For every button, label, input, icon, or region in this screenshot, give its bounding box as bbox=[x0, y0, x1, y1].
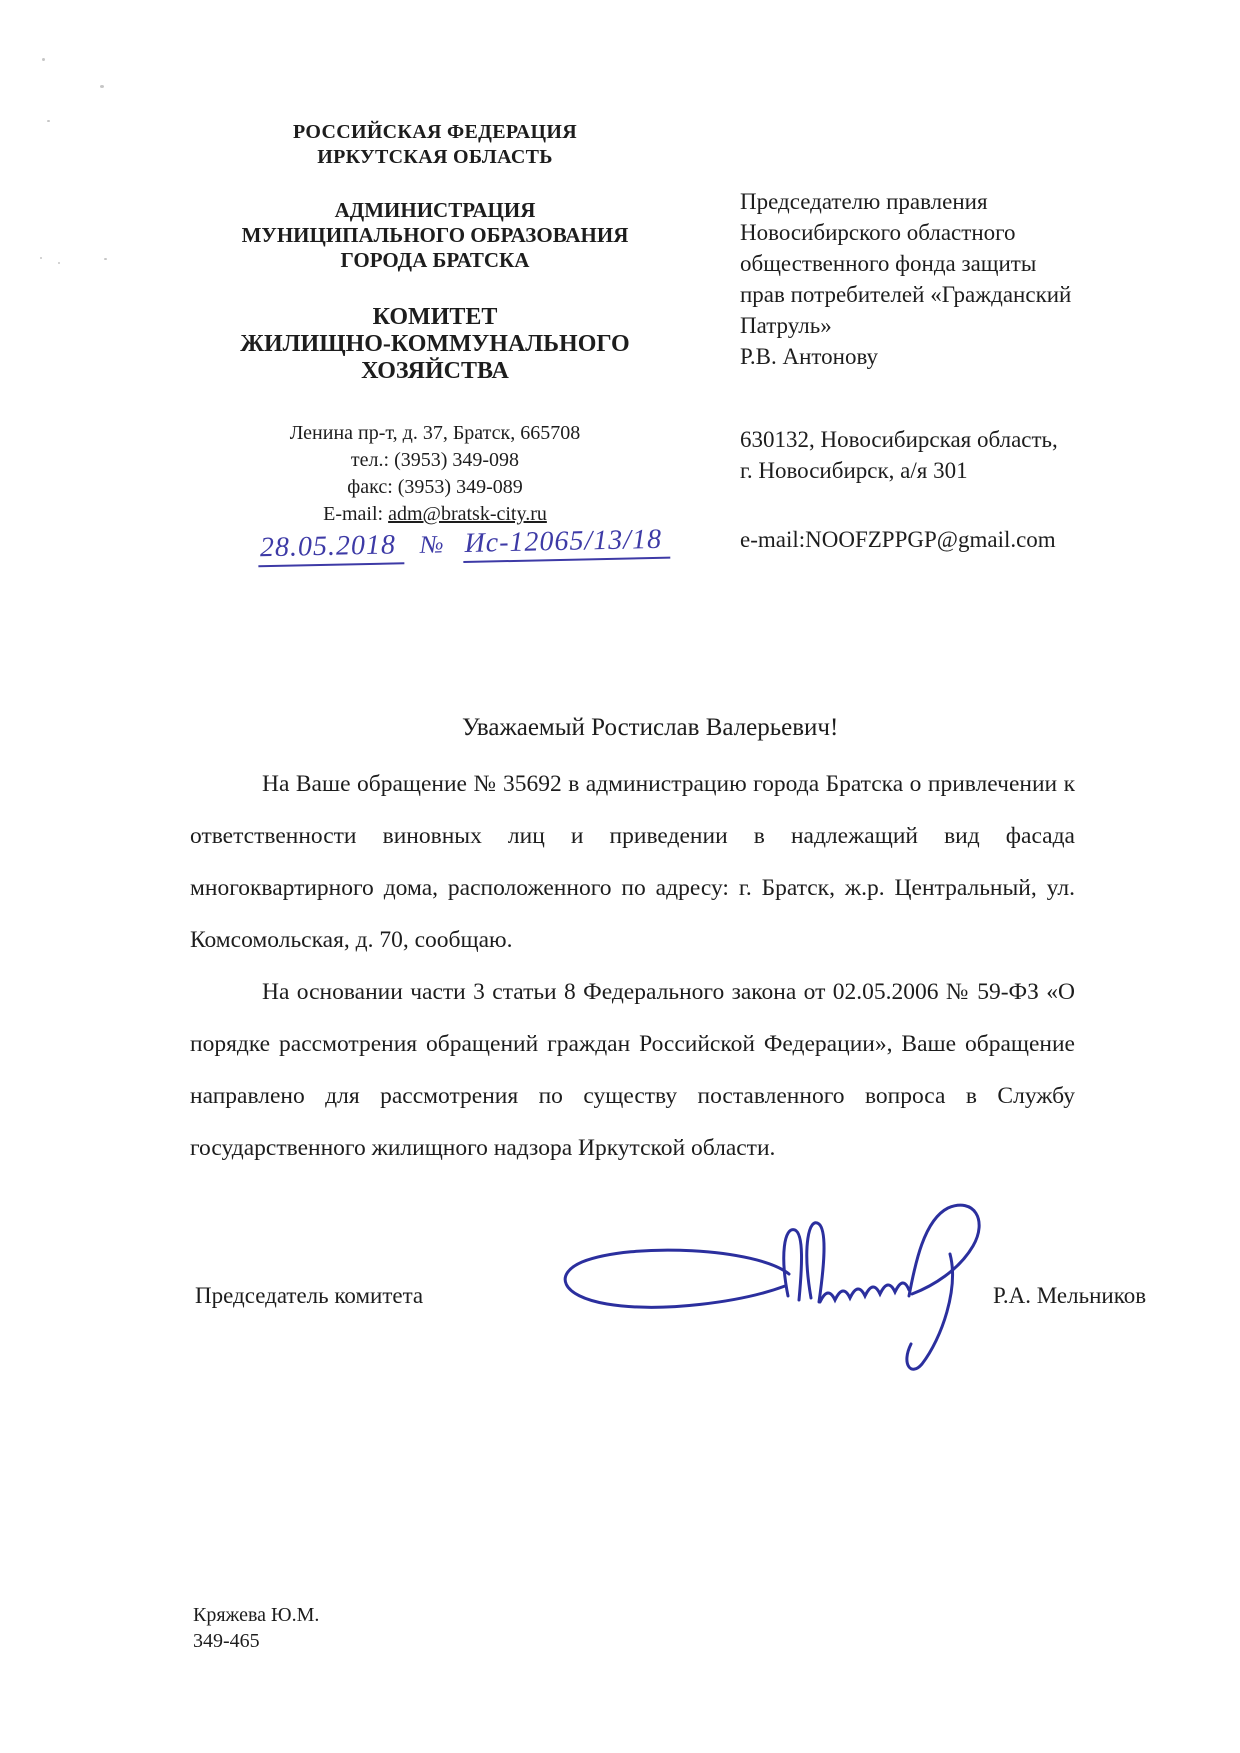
recipient-block bbox=[740, 186, 1071, 372]
letterhead-contacts bbox=[200, 420, 670, 528]
reference-line bbox=[258, 524, 671, 568]
letterhead-department bbox=[200, 304, 670, 385]
scan-speck bbox=[42, 58, 45, 61]
letterhead-dept-line1: КОМИТЕТ bbox=[372, 304, 498, 330]
signature-ink bbox=[552, 1196, 1002, 1381]
executor-phone: 349-465 bbox=[193, 1630, 260, 1652]
handwritten-number: Ис-12065/13/18 bbox=[462, 524, 670, 563]
letterhead-org-line2: МУНИЦИПАЛЬНОГО ОБРАЗОВАНИЯ bbox=[241, 223, 629, 247]
recipient-line: Председателю правления bbox=[740, 189, 988, 214]
executor-block bbox=[193, 1602, 319, 1654]
executor-name: Кряжева Ю.М. bbox=[193, 1604, 320, 1626]
scan-speck bbox=[100, 85, 104, 88]
letterhead-email: adm@bratsk-city.ru bbox=[388, 503, 547, 525]
signer-name: Р.А. Мельников bbox=[993, 1283, 1147, 1308]
letterhead-country: РОССИЙСКАЯ ФЕДЕРАЦИЯ bbox=[292, 121, 577, 143]
letterhead-email-line bbox=[200, 501, 670, 528]
recipient-line: прав потребителей «Гражданский bbox=[740, 282, 1072, 307]
letterhead-dept-line2: ЖИЛИЩНО-КОММУНАЛЬНОГО bbox=[240, 331, 630, 357]
number-sign: № bbox=[419, 531, 445, 559]
letterhead-org-line1: АДМИНИСТРАЦИЯ bbox=[334, 198, 536, 222]
scan-speck bbox=[47, 120, 50, 122]
letterhead-email-label: E-mail: bbox=[323, 503, 389, 525]
body-paragraph-1: На Ваше обращение № 35692 в администрацию города Братска о привлечении к ответственности виновных лиц и приведении в надлежащий вид фасада многоквартирного дома, расположенного по адресу: г. Братск, ж.р. Центральный, ул. Комсомольская, д. 70, сообщаю. bbox=[190, 771, 1075, 953]
scan-speck bbox=[58, 262, 60, 264]
recipient-address-line2: г. Новосибирск, а/я 301 bbox=[740, 458, 968, 483]
recipient-line: Новосибирского областного bbox=[740, 220, 1016, 245]
letterhead-phone: тел.: (3953) 349-098 bbox=[350, 449, 520, 471]
recipient-address bbox=[740, 424, 1058, 486]
signature-ink-path bbox=[565, 1205, 979, 1369]
handwritten-date: 28.05.2018 bbox=[258, 529, 405, 567]
letterhead-region: ИРКУТСКАЯ ОБЛАСТЬ bbox=[317, 146, 553, 168]
scan-speck bbox=[40, 257, 42, 259]
recipient-line: Патруль» bbox=[740, 313, 832, 338]
letterhead-fax: факс: (3953) 349-089 bbox=[347, 476, 523, 498]
recipient-person: Р.В. Антонову bbox=[740, 344, 879, 369]
letterhead-org-line3: ГОРОДА БРАТСКА bbox=[340, 248, 530, 272]
salutation: Уважаемый Ростислав Валерьевич! bbox=[462, 714, 839, 741]
recipient-email: e-mail:NOOFZPPGP@gmail.com bbox=[740, 527, 1056, 552]
letterhead-dept-line3: ХОЗЯЙСТВА bbox=[361, 358, 509, 384]
letterhead-country-region bbox=[200, 120, 670, 170]
signer-title: Председатель комитета bbox=[195, 1283, 424, 1308]
letter-body bbox=[190, 758, 1075, 1174]
body-paragraph-2: На основании части 3 статьи 8 Федерального закона от 02.05.2006 № 59-ФЗ «О порядке рассмотрения обращений граждан Российской Федерации», Ваше обращение направлено для рассмотрения по существу поставленного вопроса в Службу государственного жилищного надзора Иркутской области. bbox=[190, 979, 1075, 1161]
recipient-address-line1: 630132, Новосибирская область, bbox=[740, 427, 1058, 452]
letterhead-postal-address: Ленина пр-т, д. 37, Братск, 665708 bbox=[289, 422, 581, 444]
letterhead-organization bbox=[200, 198, 670, 273]
scan-speck bbox=[104, 258, 107, 260]
recipient-line: общественного фонда защиты bbox=[740, 251, 1037, 276]
